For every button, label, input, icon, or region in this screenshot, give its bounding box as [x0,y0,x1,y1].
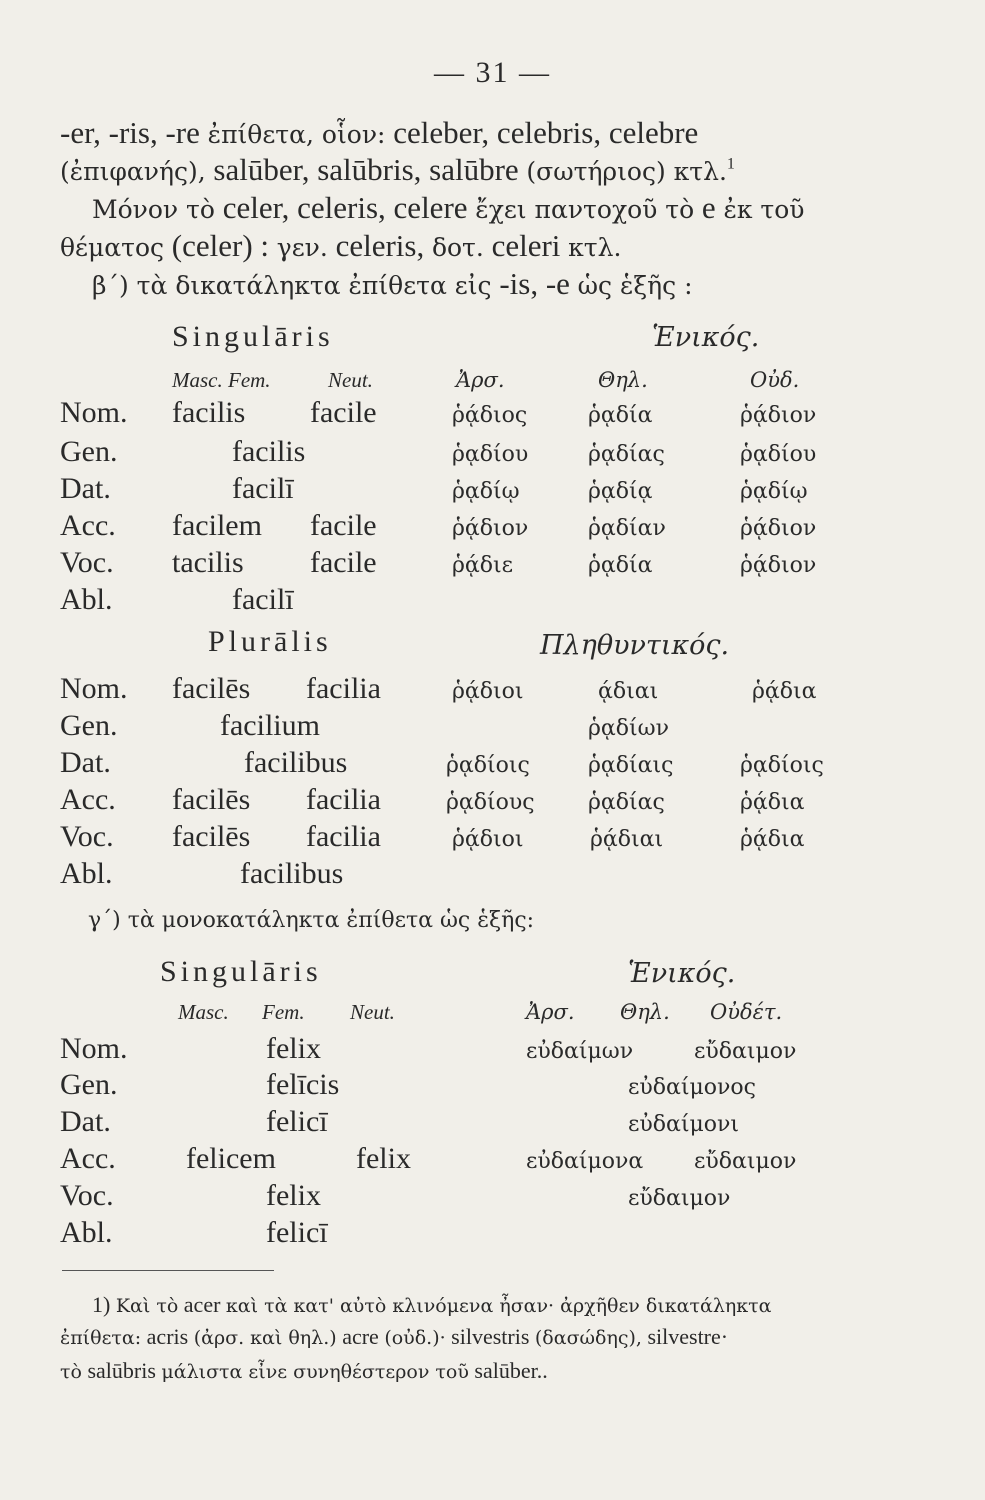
sec2-row-case: Acc. [60,783,116,816]
sec1-row-case: Gen. [60,435,118,468]
sec1-row-neut: facile [310,509,377,542]
fn2-latin-3: silvestris [451,1324,530,1349]
line4-greek-1: θέματος [60,233,165,262]
intro-example-2: salūber, salūbris, salūbre [213,152,519,187]
line5-latin: -is, -e [499,266,570,301]
sec3-header-thel: Θηλ. [620,1000,670,1024]
intro-line-1 [60,115,698,151]
intro-example-1: celeber, celebris, celebre [393,115,699,150]
sec3-row-latin: felīcis [266,1068,340,1101]
line4-latin-3: celeri [491,228,561,263]
sec1-row-case: Dat. [60,472,111,505]
sec2-row-mf: facilēs [172,672,251,705]
sec1-row-fem-greek: ῥᾳδία [588,553,653,578]
sec3-title-greek: Ἑνικός. [628,958,736,989]
gamma-line: γ΄) τὰ μονοκατάληκτα ἐπίθετα ὡς ἑξῆς: [88,908,535,933]
sec2-row-case: Voc. [60,820,114,853]
line3-latin: celer, celeris, celere [222,190,468,225]
intro-line-2 [60,152,735,188]
fn2-latin-4: silvestre· [647,1324,729,1349]
sec1-row-case: Voc. [60,546,114,579]
sec1-row-mf: facilem [172,509,262,542]
sec2-row-case: Nom. [60,672,128,705]
line5-greek-1: β΄) τὰ δικατάληκτα ἐπίθετα εἰς [92,271,492,300]
sec3-row-neut-greek: εὔδαιμον [694,1149,797,1174]
line3-e: e [701,190,716,225]
sec2-row-masc-greek: ῥᾳδίοις [446,753,530,778]
sec3-row-case: Nom. [60,1032,128,1065]
sec1-row-fem-greek: ῥᾳδίας [588,442,665,467]
sec2-row-mf: facilibus [240,857,344,890]
sec3-row-masc-fem-greek: εὐδαίμων [526,1039,634,1064]
footnote-line-3 [60,1358,548,1384]
sec1-row-masc-greek: ῥᾳδίου [452,442,529,467]
sec1-title-greek: Ἑνικός. [652,322,760,353]
fn2-greek-4: (δασώδης), [534,1327,642,1349]
sec1-row-case: Acc. [60,509,116,542]
sec1-row-neut: facile [310,396,377,429]
sec1-row-masc-greek: ῥᾳδίῳ [452,479,520,504]
footnote-number: 1) [92,1292,111,1317]
sec3-row-neut-greek: εὔδαιμον [694,1039,797,1064]
line3-greek-1: Μόνον τὸ [92,195,215,224]
sec3-row-latin: felicem [186,1142,276,1175]
sec3-header-oudet: Οὐδέτ. [710,1000,783,1024]
sec2-row-neut-greek: ῥᾴδια [752,679,817,704]
sec1-header-neut: Neut. [328,368,373,392]
line4-greek-4: κτλ. [568,233,622,262]
intro-line-4 [60,228,621,264]
line3-greek-2: ἔχει παντοχοῦ τὸ [475,195,695,224]
line4-latin-1: (celer) : [171,228,270,263]
sec1-row-neut-greek: ῥᾳδίου [740,442,817,467]
sec2-title-greek: Πληθυντικός. [540,630,730,661]
sec1-title-latin: Singulāris [172,320,334,353]
sec3-header-fem: Fem. [262,1000,305,1024]
sec3-row-case: Voc. [60,1179,114,1212]
sec1-header-masc-fem: Masc. Fem. [172,368,271,392]
fn2-greek-1: ἐπίθετα: [60,1327,142,1349]
sec3-row-case: Abl. [60,1216,113,1249]
intro-line-5 [92,266,693,302]
sec1-row-mf: facilī [232,583,294,616]
footnote-line-2 [60,1324,728,1350]
sec2-row-fem-greek: ᾴδιαι [598,679,659,704]
line4-latin-2: celeris, [335,228,425,263]
intro-line-3 [92,190,805,226]
sec2-row-masc-greek: ῥᾴδιοι [452,827,524,852]
page-number: — 31 — [434,56,551,89]
sec3-row-latin: felicī [266,1216,328,1249]
sec1-row-neut-greek: ῥᾳδίῳ [740,479,808,504]
sec1-row-neut-greek: ῥᾴδιον [740,516,817,541]
sec3-header-neut: Neut. [350,1000,395,1024]
sec1-row-neut: facile [310,546,377,579]
sec3-title-latin: Singulāris [160,955,322,988]
sec3-row-masc-fem-greek: εὐδαίμονα [526,1149,644,1174]
line3-greek-3: ἐκ τοῦ [723,195,805,224]
sec1-row-case: Nom. [60,396,128,429]
sec1-row-mf: tacilis [172,546,244,579]
fn1-greek-1: Καὶ τὸ [115,1295,179,1317]
sec2-row-neut: facilia [306,783,381,816]
fn1-latin: acer [183,1292,221,1317]
intro-greek-2: (ἐπιφανής), [60,157,206,186]
footnote-line-1 [92,1292,771,1318]
sec3-row-masc-fem-greek: εὐδαίμονος [628,1075,756,1100]
sec2-row-mf: facilēs [172,783,251,816]
sec3-header-masc: Masc. [178,1000,229,1024]
fn2-latin-1: acris [146,1324,189,1349]
sec2-row-neut: facilia [306,820,381,853]
intro-ending-forms: -er, -ris, -re [60,115,200,150]
sec3-row-masc-fem-greek: εὐδαίμονι [628,1112,740,1137]
sec2-row-neut-greek: ῥᾴδια [740,827,805,852]
sec2-row-masc-greek: ῥᾳδίους [446,790,535,815]
sec1-row-neut-greek: ῥᾴδιον [740,553,817,578]
sec2-title-latin: Plurālis [208,625,332,658]
sec1-row-masc-greek: ῥᾴδιος [452,403,528,428]
sec1-row-fem-greek: ῥᾳδίαν [588,516,666,541]
footnote-rule [62,1270,274,1271]
sec2-row-fem-greek: ῥᾴδιαι [590,827,664,852]
sec2-row-case: Abl. [60,857,113,890]
intro-greek-3: (σωτήριος) κτλ. [526,157,727,186]
intro-greek-1: ἐπίθετα, οἷον: [207,120,386,149]
fn2-greek-2: (ἀρσ. καὶ θηλ.) [193,1327,337,1349]
footnote-marker: 1 [726,155,735,173]
sec2-row-fem-greek: ῥᾳδίων [588,716,669,741]
sec2-row-mf: facilium [220,709,320,742]
sec3-row-latin: felix [266,1032,321,1065]
sec2-row-neut: facilia [306,672,381,705]
sec1-header-thel: Θηλ. [598,368,648,392]
sec1-row-mf: facilis [172,396,246,429]
sec1-row-masc-greek: ῥᾴδιον [452,516,529,541]
sec2-row-case: Gen. [60,709,118,742]
sec1-row-fem-greek: ῥᾳδία [588,403,653,428]
sec2-row-masc-greek: ῥᾴδιοι [452,679,524,704]
sec3-row-case: Dat. [60,1105,111,1138]
fn3-latin-2: salūber.. [474,1358,548,1383]
fn1-greek-2: καὶ τὰ κατ' αὐτὸ κλινόμενα ἦσαν· ἀρχῆθεν δικατάληκτα [225,1295,772,1317]
fn3-greek-1: τὸ [60,1361,82,1383]
fn3-latin-1: salūbris [87,1358,156,1383]
line4-greek-3: δοτ. [431,233,484,262]
fn2-latin-2: acre [342,1324,379,1349]
sec2-row-case: Dat. [60,746,111,779]
sec2-row-fem-greek: ῥᾳδίας [588,790,665,815]
sec3-row-case: Gen. [60,1068,118,1101]
line4-greek-2: γεν. [276,233,328,262]
sec1-header-oud: Οὐδ. [750,368,800,392]
fn2-greek-3: (οὐδ.)· [384,1327,446,1349]
sec3-header-arsen: Ἀρσ. [526,1000,575,1024]
sec3-row-latin: felix [266,1179,321,1212]
fn3-greek-2: μάλιστα εἶνε συνηθέστερον τοῦ [161,1361,469,1383]
sec2-row-neut-greek: ῥᾴδια [740,790,805,815]
sec3-row-latin: felicī [266,1105,328,1138]
sec1-row-fem-greek: ῥᾳδίᾳ [588,479,653,504]
sec1-row-mf: facilis [232,435,306,468]
sec3-row-case: Acc. [60,1142,116,1175]
sec2-row-mf: facilēs [172,820,251,853]
sec3-row-masc-fem-greek: εὔδαιμον [628,1186,731,1211]
sec1-row-neut-greek: ῥᾴδιον [740,403,817,428]
sec2-row-fem-greek: ῥᾳδίαις [588,753,674,778]
line5-greek-2: ὡς ἑξῆς : [577,271,693,300]
sec1-row-mf: facilī [232,472,294,505]
sec3-row-latin-neut: felix [356,1142,411,1175]
sec2-row-neut-greek: ῥᾳδίοις [740,753,824,778]
sec1-row-case: Abl. [60,583,113,616]
sec1-header-arsen: Ἀρσ. [456,368,505,392]
sec2-row-mf: facilibus [244,746,348,779]
sec1-row-masc-greek: ῥᾴδιε [452,553,514,578]
